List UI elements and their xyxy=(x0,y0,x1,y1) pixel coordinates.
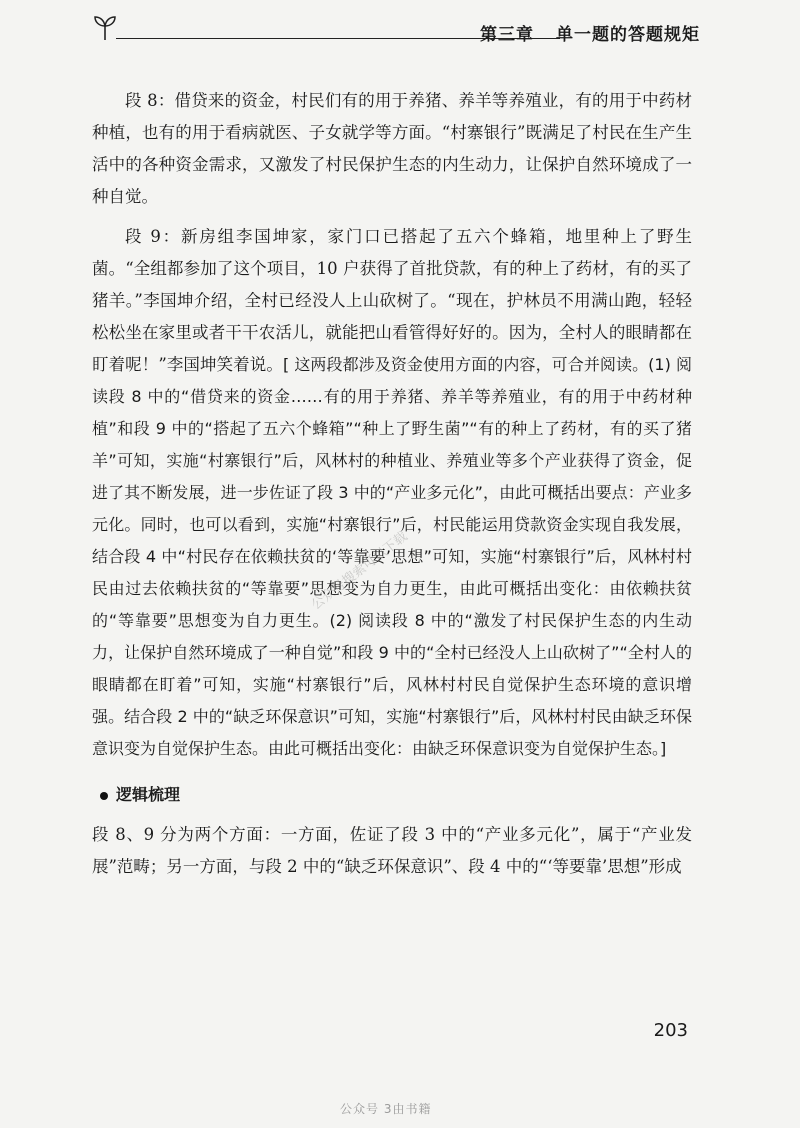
bullet-icon xyxy=(100,792,108,800)
footer-watermark: 公众号 3由书籍 xyxy=(340,1102,432,1116)
chapter-label: 第三章 xyxy=(480,25,534,45)
page-number: 203 xyxy=(653,1020,688,1041)
section-heading xyxy=(92,779,692,811)
chapter-header xyxy=(480,20,700,45)
section-heading-text: 逻辑梳理 xyxy=(116,785,181,804)
chapter-title: 单一题的答题规矩 xyxy=(556,25,700,45)
paragraph-8: 段 8：借贷来的资金，村民们有的用于养猪、养羊等养殖业，有的用于中药材种植，也有的用于看病就医、子女就学等方面。“村寨银行”既满足了村民在生产生活中的各种资金需求，又激发了村民保护生态的内生动力，让保护自然环境成了一种自觉。 xyxy=(92,91,692,206)
analysis-bracket: [ 这两段都涉及资金使用方面的内容，可合并阅读。(1) 阅读段 8 中的“借贷来的资金……有的用于养猪、养羊等养殖业，有的用于中药材种植”和段 9 中的“搭起了五六个蜂箱”“种上了野生菌”“有的种上了药材，有的买了猪羊”可知，实施“村寨银行”后，风林村的种植业、养殖业等多个产业获得了资金，促进了其不断发展，进一步佐证了段 3 中的“产业多元化”，由此可概括出要点：产业多元化。同时，也可以看到，实施“村寨银行”后，村民能运用贷款资金实现自我发展，结合段 4 中“村民存在依赖扶贫的‘等靠要’思想”可知，实施“村寨银行”后，风林村村民由过去依赖扶贫的“等靠要”思想变为自力更生，由此可概括出变化：由依赖扶贫的“等靠要”思想变为自力更生。(2) 阅读段 8 中的“激发了村民保护生态的内生动力，让保护自然环境成了一种自觉”和段 9 中的“全村已经没人上山砍树了”“全村人的眼睛都在盯着”可知，实施“村寨银行”后，风林村村民自觉保护生态环境的意识增强。结合段 2 中的“缺乏环保意识”可知，实施“村寨银行”后，风林村村民由缺乏环保意识变为自觉保护生态。由此可概括出变化：由缺乏环保意识变为自觉保护生态。] xyxy=(92,355,692,758)
logic-paragraph: 段 8、9 分为两个方面：一方面，佐证了段 3 中的“产业多元化”，属于“产业发展”范畴；另一方面，与段 2 中的“缺乏环保意识”、段 4 中的“‘等要靠’思想”形成 xyxy=(92,825,692,876)
paragraph-9 xyxy=(92,221,692,765)
paragraph-9-text: 段 9：新房组李国坤家，家门口已搭起了五六个蜂箱，地里种上了野生菌。“全组都参加了这个项目，10 户获得了首批贷款，有的种上了药材，有的买了猪羊。”李国坤介绍，全村已经没人上山砍树了。“现在，护林员不用满山跑，轻轻松松坐在家里或者干干农活儿，就能把山看管得好好的。因为，全村人的眼睛都在盯着呢！”李国坤笑着说。 xyxy=(92,227,692,374)
page-header xyxy=(90,14,700,46)
stamp-watermark: 公众号搜索可以下载 xyxy=(309,529,411,614)
body-text xyxy=(92,85,692,891)
